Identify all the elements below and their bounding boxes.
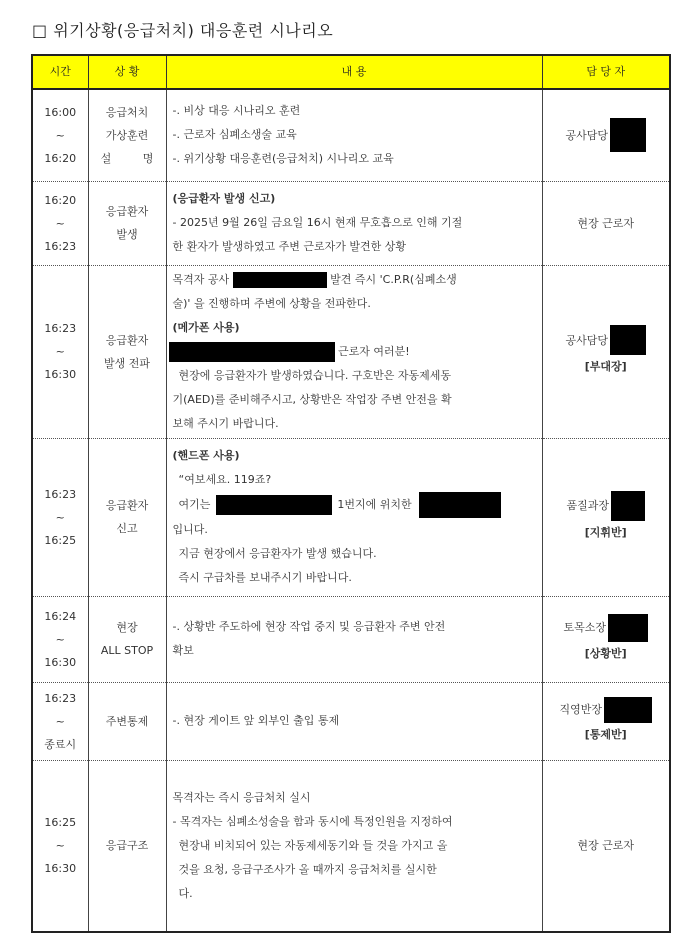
content-line: 술)' 을 진행하며 주변에 상황을 전파한다. <box>172 296 371 310</box>
situation-line: 응급환자 <box>105 205 149 218</box>
time-sep: ~ <box>55 839 65 853</box>
page-title: □ 위기상황(응급처치) 대응훈련 시나리오 <box>32 21 334 40</box>
content-cell <box>166 89 542 181</box>
redaction-block <box>610 118 646 152</box>
content-line: - 목격자는 심폐소성술을 함과 동시에 특정인원을 지정하여 <box>172 814 453 828</box>
time-start: 16:00 <box>44 105 77 119</box>
owner-name: 현장 근로자 <box>577 216 635 230</box>
owner-name: 품질과장 <box>566 499 609 512</box>
time-cell <box>32 89 88 181</box>
time-start: 16:23 <box>44 322 77 335</box>
owner-name: 공사담당 <box>565 128 608 142</box>
table-row <box>32 596 670 682</box>
content-line: -. 현장 게이트 앞 외부인 출입 통제 <box>172 714 340 727</box>
owner-role: [상황반] <box>584 646 627 660</box>
header-situation: 상 황 <box>88 55 166 89</box>
owner-cell <box>542 181 670 265</box>
situation-cell <box>88 596 166 682</box>
situation-cell <box>88 265 166 438</box>
content-line: - 2025년 9월 26일 금요일 16시 현재 무호흡으로 인해 기절 <box>172 216 463 229</box>
situation-line: 응급구조 <box>105 839 149 853</box>
header-time: 시간 <box>32 55 88 89</box>
time-sep: ~ <box>55 632 65 646</box>
redaction-block <box>611 491 645 521</box>
redaction-block <box>604 697 652 723</box>
content-cell <box>166 438 542 596</box>
content-cell <box>166 265 542 438</box>
content-line: 목격자는 즉시 응급처치 실시 <box>172 790 311 804</box>
situation-line: 응급환자 <box>105 499 149 512</box>
situation-line: 현장 <box>116 621 138 634</box>
content-cell <box>166 682 542 760</box>
time-end: 16:25 <box>44 533 77 547</box>
situation-line: 가상훈련 <box>105 128 149 142</box>
table-row <box>32 265 670 438</box>
header-owner: 담 당 자 <box>542 55 670 89</box>
time-end: 16:30 <box>44 655 77 669</box>
content-line: 즉시 구급차를 보내주시기 바랍니다. <box>178 571 352 584</box>
owner-role: [지휘반] <box>584 525 627 539</box>
content-line: -. 비상 대응 시나리오 훈련 <box>172 104 301 118</box>
content-cell <box>166 596 542 682</box>
situation-line: 주변통제 <box>105 714 149 728</box>
situation-line: 발생 전파 <box>103 356 150 370</box>
time-sep: ~ <box>55 510 65 524</box>
scenario-table <box>31 54 671 933</box>
situation-line: ALL STOP <box>100 644 154 657</box>
time-sep: ~ <box>55 714 65 728</box>
redaction-block <box>608 614 648 642</box>
table-row <box>32 682 670 760</box>
owner-role: [통제반] <box>584 727 627 741</box>
redaction-block <box>169 342 335 362</box>
situation-line: 응급처치 <box>105 105 149 119</box>
content-line: 입니다. <box>172 523 208 536</box>
time-end: 16:30 <box>44 368 77 381</box>
table-row <box>32 89 670 181</box>
content-fragment: 1번지에 위치한 <box>337 498 412 511</box>
redaction-block <box>610 325 646 355</box>
content-line: 것을 요청, 응급구조사가 올 때까지 응급처치를 실시한 <box>178 862 437 876</box>
owner-name: 토목소장 <box>563 621 606 634</box>
situation-cell <box>88 181 166 265</box>
content-fragment: 근로자 여러분! <box>338 344 410 358</box>
time-sep: ~ <box>55 128 65 142</box>
redaction-block <box>233 272 327 288</box>
situation-line: 발생 <box>116 228 138 241</box>
time-sep: ~ <box>55 345 65 358</box>
content-line: -. 근로자 심폐소생술 교육 <box>172 128 297 142</box>
time-end: 16:20 <box>44 151 77 165</box>
table-row <box>32 760 670 932</box>
time-start: 16:25 <box>44 816 77 830</box>
table-header-row <box>32 55 670 89</box>
situation-line: 응급환자 <box>105 333 149 347</box>
content-line <box>173 268 536 292</box>
owner-cell <box>542 89 670 181</box>
redaction-block <box>419 492 501 518</box>
situation-cell <box>88 682 166 760</box>
owner-cell <box>542 682 670 760</box>
time-end: 종료시 <box>44 737 77 751</box>
owner-cell <box>542 265 670 438</box>
content-heading: (응급환자 발생 신고) <box>172 192 276 205</box>
time-cell <box>32 760 88 932</box>
time-cell <box>32 682 88 760</box>
content-line: 현장에 응급환자가 발생하였습니다. 구호반은 자동제세동 <box>178 368 452 382</box>
time-start: 16:24 <box>44 609 77 623</box>
time-cell <box>32 596 88 682</box>
content-fragment: 발견 즉시 'C.P.R(심폐소생 <box>330 272 457 286</box>
content-fragment: 목격자 공사 <box>172 272 230 286</box>
time-start: 16:20 <box>44 193 77 207</box>
content-heading: (핸드폰 사용) <box>172 449 240 462</box>
situation-cell <box>88 438 166 596</box>
content-line: -. 상황반 주도하에 현장 작업 중지 및 응급환자 주변 안전 <box>172 620 446 633</box>
table-row <box>32 438 670 596</box>
situation-cell <box>88 760 166 932</box>
owner-name: 공사담당 <box>565 333 608 347</box>
content-line: 다. <box>178 886 193 900</box>
content-line: -. 위기상황 대응훈련(응급처치) 시나리오 교육 <box>172 152 394 166</box>
content-line: 현장내 비치되어 있는 자동제세동기와 들 것을 가지고 올 <box>178 838 448 852</box>
content-line: 지금 현장에서 응급환자가 발생 했습니다. <box>178 547 377 560</box>
situation-line: 신고 <box>116 522 138 535</box>
time-cell <box>32 181 88 265</box>
content-cell <box>166 181 542 265</box>
time-cell <box>32 265 88 438</box>
time-sep: ~ <box>55 216 65 230</box>
owner-cell <box>542 760 670 932</box>
situation-cell <box>88 89 166 181</box>
owner-role: [부대장] <box>584 360 627 373</box>
content-line <box>173 492 536 518</box>
owner-name: 직영반장 <box>559 703 602 716</box>
redaction-block <box>216 495 332 515</box>
content-line: “여보세요. 119죠? <box>178 473 272 486</box>
content-line <box>169 340 536 364</box>
content-cell <box>166 760 542 932</box>
time-end: 16:23 <box>44 239 77 253</box>
time-end: 16:30 <box>44 862 77 876</box>
time-start: 16:23 <box>44 691 77 705</box>
owner-name: 현장 근로자 <box>577 839 635 853</box>
content-line: 기(AED)를 준비해주시고, 상황반은 작업장 주변 안전을 확 <box>172 392 452 406</box>
table-row <box>32 181 670 265</box>
time-cell <box>32 438 88 596</box>
header-content: 내 용 <box>166 55 542 89</box>
owner-cell <box>542 438 670 596</box>
time-start: 16:23 <box>44 487 77 501</box>
content-line: 한 환자가 발생하였고 주변 근로자가 발견한 상황 <box>172 240 406 253</box>
content-fragment: 여기는 <box>178 498 211 511</box>
content-heading: (메가폰 사용) <box>172 320 240 334</box>
content-line: 보해 주시기 바랍니다. <box>172 416 279 430</box>
owner-cell <box>542 596 670 682</box>
situation-line: 설 명 <box>100 151 168 165</box>
content-line: 확보 <box>172 644 194 657</box>
